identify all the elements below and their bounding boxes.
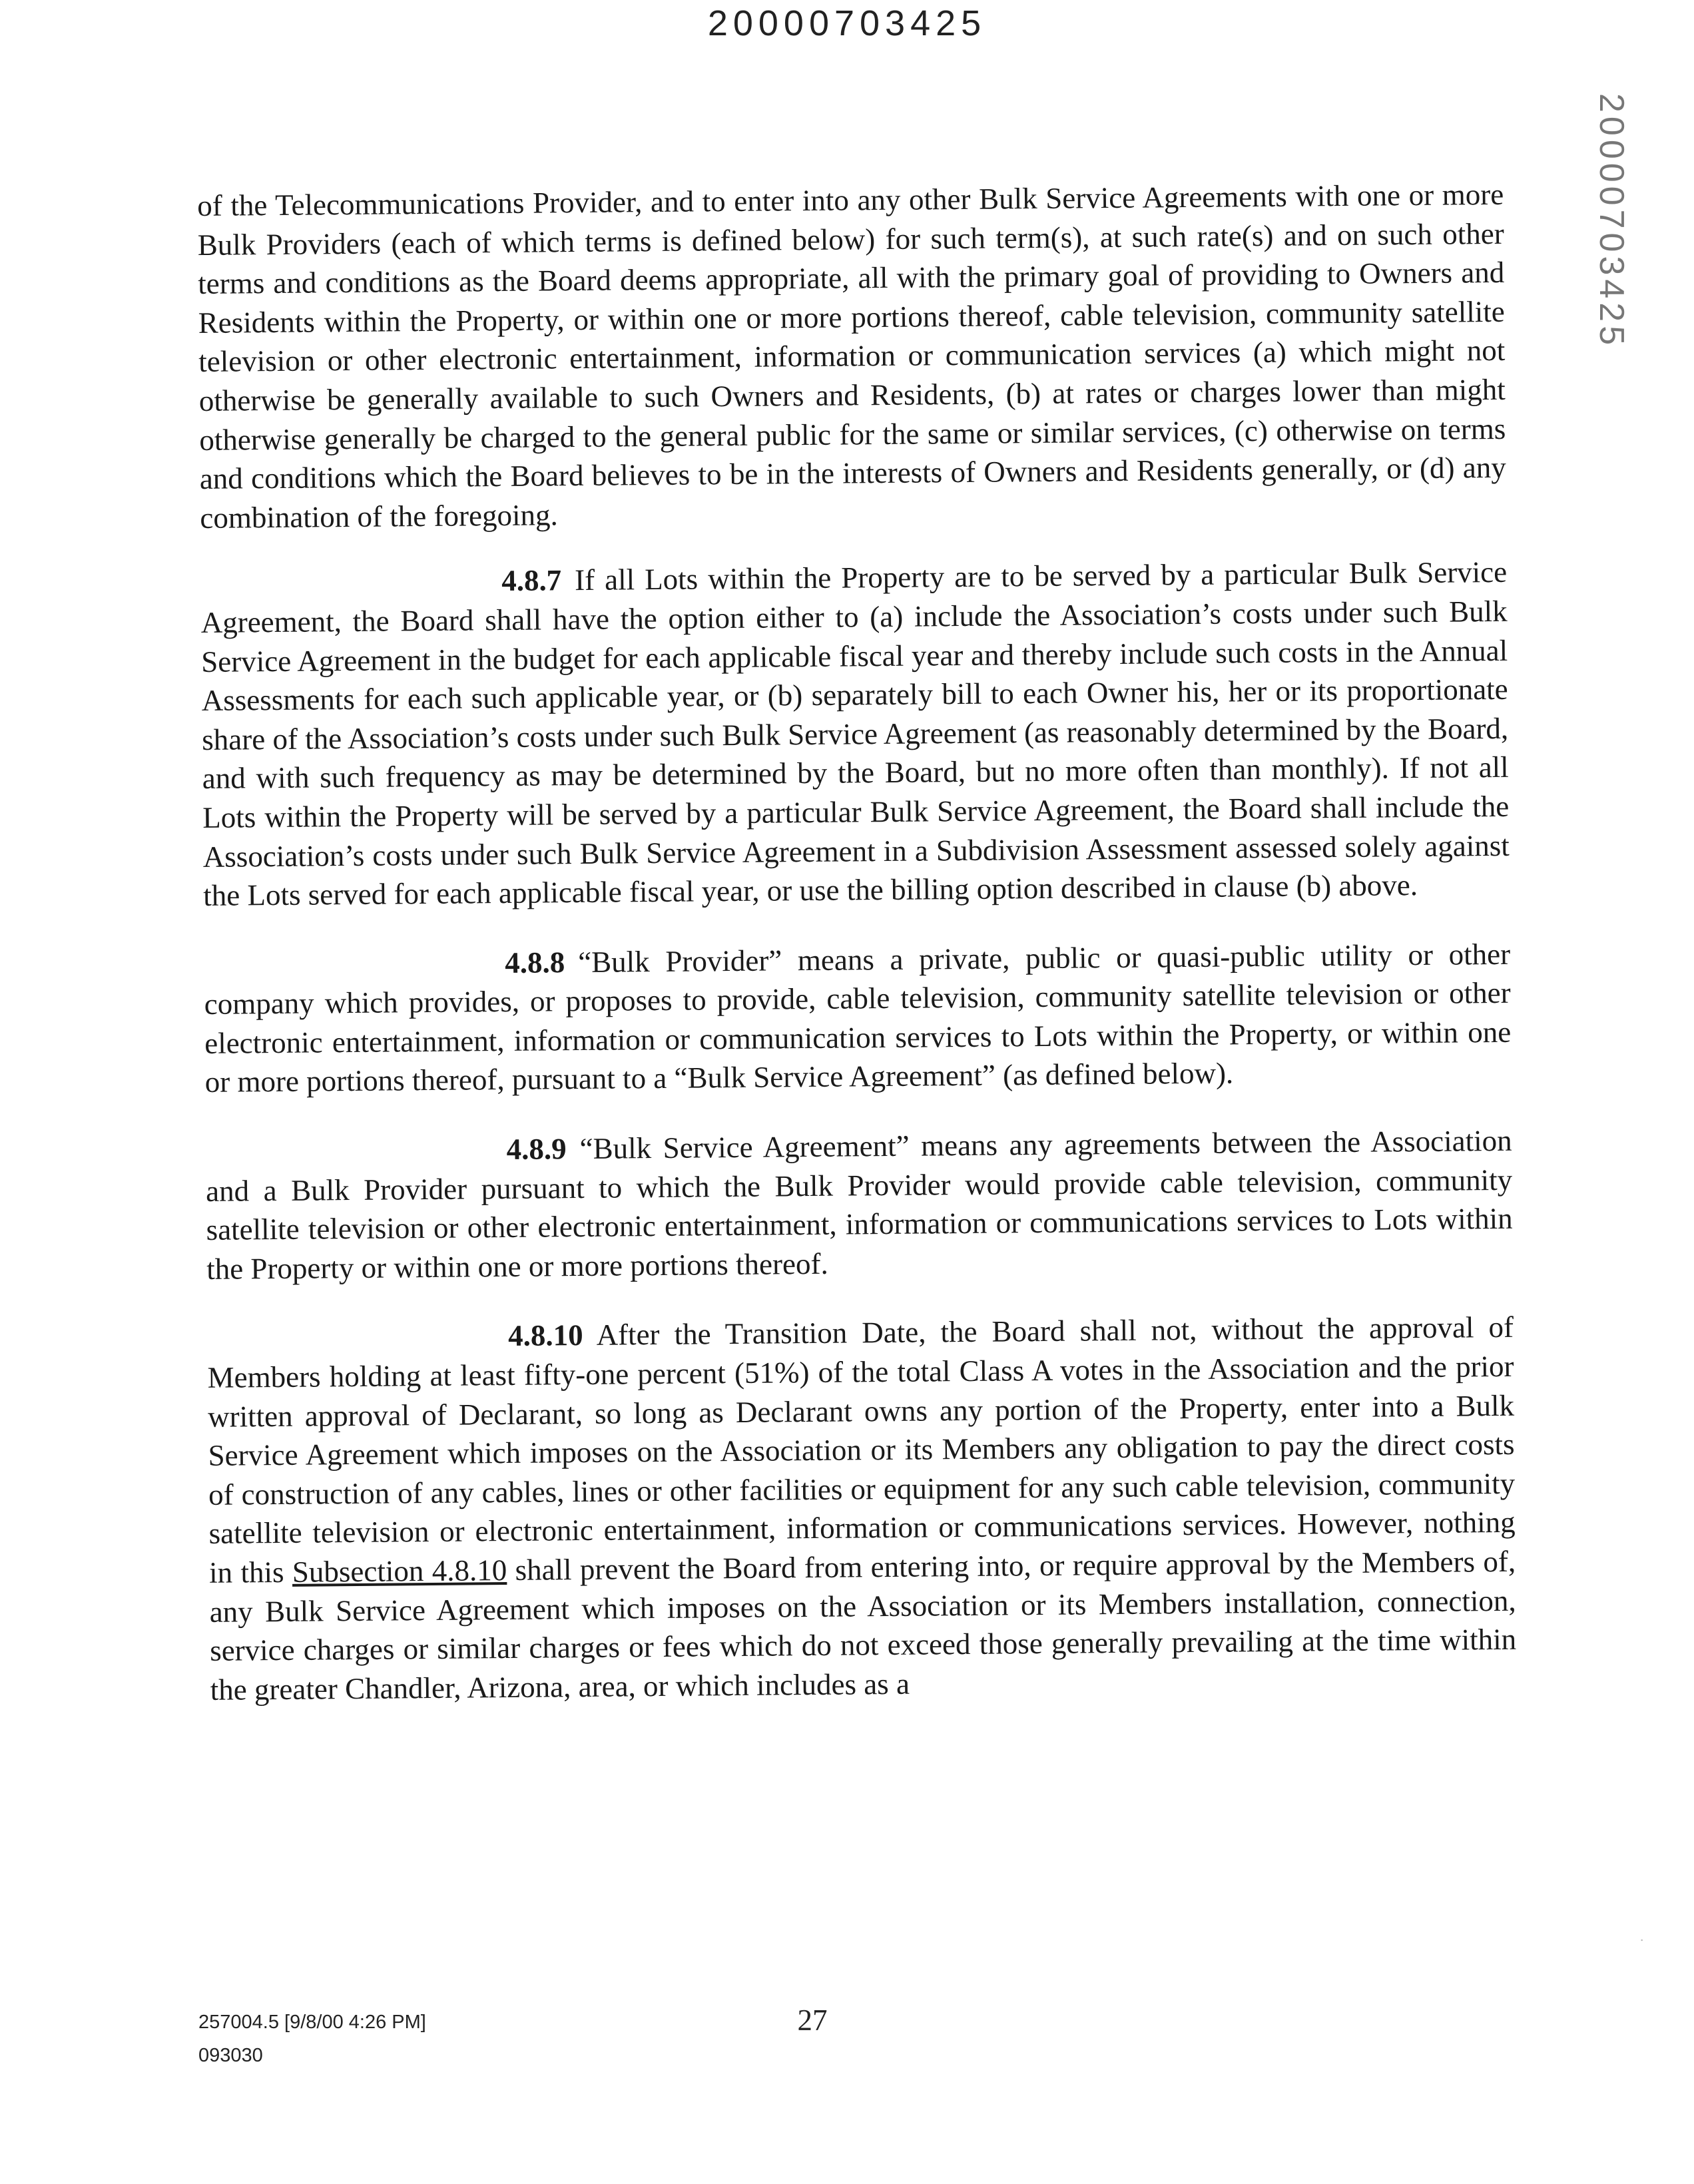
section-text: “Bulk Service Agreement” means any agreements between the Association and a Bulk Provider pursuant to which the Bulk Provider would provide cable television, community satellite television or other electronic entertainment, information or communications services to Lots within the Property or within one or more portions thereof. (205, 1123, 1513, 1286)
section-4-8-10 (207, 1308, 1517, 1709)
doc-ref: 257004.5 [9/8/00 4:26 PM] (198, 2012, 426, 2033)
section-text-before: After the Transition Date, the Board shall not, without the approval of Members holding at least fifty-one percent (51%) of the total Class A votes in the Association and the prior written approval of Declarant, so long as Declarant owns any portion of the Property, enter into a Bulk Service Agreement which imposes on the Association or its Members any obligation to pay the direct costs of construction of any cables, lines or other facilities or equipment for any such cable television, community satellite television or electronic entertainment, information or communications services. However, nothing in this (207, 1310, 1516, 1589)
section-number: 4.8.8 (504, 945, 565, 979)
document-id: 20000703425 (707, 3, 987, 43)
paragraph-continuation: of the Telecommunications Provider, and to enter into any other Bulk Service Agreements with one or more Bulk Providers (each of which terms is defined below) for such term(s), at such rate(s) and on such other terms and conditions as the Board deems appropriate, all with the primary goal of providing to Owners and Residents within the Property, or within one or more portions thereof, cable television, community satellite television or other electronic entertainment, information or communication services (a) which might not otherwise be generally available to such Owners and Residents, (b) at rates or charges lower than might otherwise generally be charged to the general public for the same or similar services, (c) otherwise on terms and conditions which the Board believes to be in the interests of Owners and Residents generally, or (d) any combination of the foregoing. (197, 177, 1506, 535)
section-number: 4.8.7 (501, 563, 562, 598)
section-number: 4.8.10 (507, 1318, 583, 1353)
section-4-8-9 (205, 1121, 1513, 1288)
page-number: 27 (797, 2004, 828, 2037)
section-4-8-7 (200, 553, 1510, 915)
document-body (197, 175, 1517, 1740)
section-4-8-8 (204, 935, 1512, 1102)
section-text: If all Lots within the Property are to be served by a particular Bulk Service Agreement, the Board shall have the option either to (a) include the Association’s costs under such Bulk Service Agreement in the budget for each applicable fiscal year and thereby include such costs in the Annual Assessments for each such applicable year, or (b) separately bill to each Owner his, her or its proportionate share of the Association’s costs under such Bulk Service Agreement (as reasonably determined by the Board, and with such frequency as may be determined by the Board, but no more often than monthly). If not all Lots within the Property will be served by a particular Bulk Service Agreement, the Board shall include the Association’s costs under such Bulk Service Agreement in a Subdivision Assessment assessed solely against the Lots served for each applicable fiscal year, or use the billing option described in clause (b) above. (200, 555, 1510, 913)
section-text-after: shall prevent the Board from entering into, or require approval by the Members of, any Bulk Service Agreement which imposes on the Association or its Members installation, connection, service charges or similar charges or fees which do not exceed those generally prevailing at the time within the greater Chandler, Arizona, area, or which includes as a (209, 1544, 1517, 1707)
scan-speck: · (1639, 1931, 1645, 1948)
footer-reference (198, 2006, 426, 2072)
section-number: 4.8.9 (506, 1132, 567, 1167)
section-text: “Bulk Provider” means a private, public or quasi-public utility or other company which provides, or proposes to provide, cable television, community satellite television or other electronic entertainment, information or communication services to Lots within the Property, or within one or more portions thereof, pursuant to a “Bulk Service Agreement” (as defined below). (204, 937, 1512, 1099)
side-stamp: 20000703425 (1592, 93, 1631, 350)
client-number: 093030 (198, 2045, 263, 2066)
subsection-reference: Subsection 4.8.10 (292, 1553, 507, 1589)
